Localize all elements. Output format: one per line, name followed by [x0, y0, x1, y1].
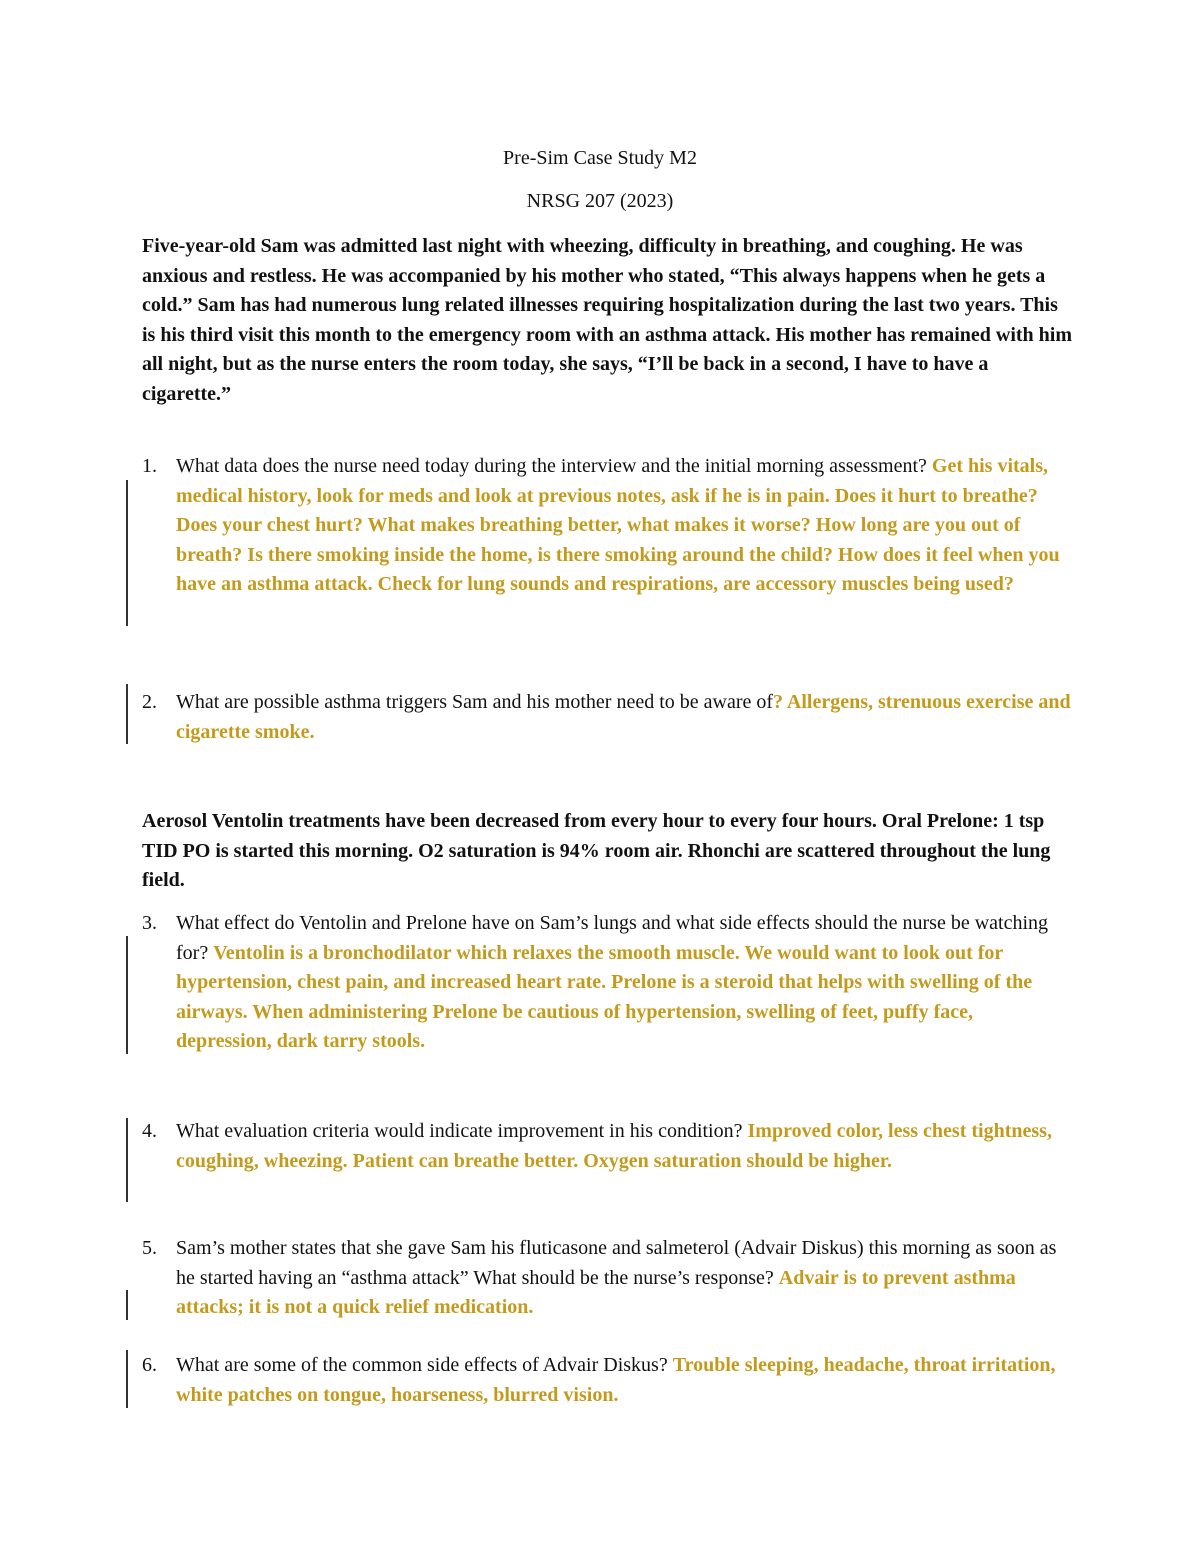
question-item	[142, 688, 1072, 747]
change-bar	[126, 1290, 128, 1320]
change-bar	[126, 1350, 128, 1408]
question-number: 1.	[142, 455, 157, 477]
question-number: 3.	[142, 912, 157, 934]
question-text: What evaluation criteria would indicate improvement in his condition?	[176, 1120, 748, 1142]
course-code: NRSG 207 (2023)	[526, 190, 674, 212]
question-text: What effect do Ventolin and Prelone have on Sam’s lungs and what side effects should the nurse be watching for?	[176, 912, 1049, 964]
change-bar	[126, 1118, 128, 1202]
answer-text: Improved color, less chest tightness, coughing, wheezing. Patient can breathe better. Oxygen saturation should be higher.	[176, 1120, 1052, 1172]
case-scenario-paragraph: Five-year-old Sam was admitted last night with wheezing, difficulty in breathing, and coughing. He was anxious and restless. He was accompanied by his mother who stated, “This always happens when he gets a cold.” Sam has had numerous lung related illnesses requiring hospitalization during the last two years. This is his third visit this month to the emergency room with an asthma attack. His mother has remained with him all night, but as the nurse enters the room today, she says, “I’ll be back in a second, I have to have a cigarette.”	[142, 235, 1072, 405]
question-item	[142, 452, 1072, 600]
answer-text: Trouble sleeping, headache, throat irritation, white patches on tongue, hoarseness, blurred vision.	[176, 1354, 1056, 1406]
question-item	[142, 1117, 1072, 1176]
treatment-update-paragraph: Aerosol Ventolin treatments have been decreased from every hour to every four hours. Oral Prelone: 1 tsp TID PO is started this morning. O2 saturation is 94% room air. Rhonchi are scattered throughout the lung field.	[142, 810, 1051, 891]
question-number: 2.	[142, 691, 157, 713]
answer-text: ? Allergens, strenuous exercise and cigarette smoke.	[176, 691, 1071, 743]
question-number: 5.	[142, 1237, 157, 1259]
answer-text: Get his vitals, medical history, look for meds and look at previous notes, ask if he is in pain. Does it hurt to breathe? Does your chest hurt? What makes breathing better, what makes it worse? How long are you out of breath? Is there smoking inside the home, is there smoking around the child? How does it feel when you have an asthma attack. Check for lung sounds and respirations, are accessory muscles being used?	[176, 455, 1060, 595]
change-bar	[126, 936, 128, 1054]
question-item	[142, 1234, 1072, 1323]
question-item	[142, 909, 1072, 1057]
question-number: 6.	[142, 1354, 157, 1376]
question-text: Sam’s mother states that she gave Sam his fluticasone and salmeterol (Advair Diskus) this morning as soon as he started having an “asthma attack” What should be the nurse’s response?	[176, 1237, 1057, 1289]
change-bar	[126, 480, 128, 626]
answer-text: Ventolin is a bronchodilator which relaxes the smooth muscle. We would want to look out for hypertension, chest pain, and increased heart rate. Prelone is a steroid that helps with swelling of the airways. When administering Prelone be cautious of hypertension, swelling of feet, puffy face, depression, dark tarry stools.	[176, 941, 1033, 1052]
question-number: 4.	[142, 1120, 157, 1142]
question-item	[142, 1351, 1072, 1410]
question-text: What are some of the common side effects of Advair Diskus?	[176, 1354, 673, 1376]
question-text: What are possible asthma triggers Sam and his mother need to be aware of	[176, 691, 774, 713]
question-text: What data does the nurse need today during the interview and the initial morning assessment?	[176, 455, 932, 477]
change-bar	[126, 684, 128, 744]
document-title: Pre-Sim Case Study M2	[503, 147, 697, 169]
answer-text: Advair is to prevent asthma attacks; it is not a quick relief medication.	[176, 1266, 1016, 1318]
